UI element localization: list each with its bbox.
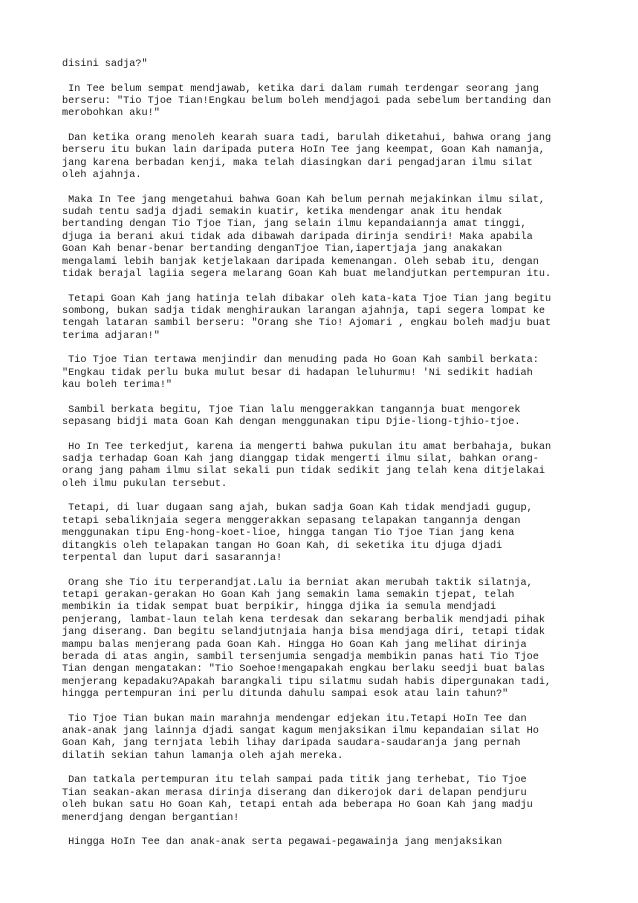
- paragraph: [62, 294, 592, 344]
- paragraph: [62, 578, 592, 702]
- text-line: Tetapi Goan Kah jang hatinja telah dibakar oleh kata-kata Tjoe Tian jang begitu: [62, 293, 552, 305]
- text-line: dilatih sekian tahun lamanja oleh ajah mereka.: [62, 750, 344, 762]
- paragraph: [62, 837, 592, 849]
- text-line: menggunakan tipu Eng-hong-koet-lioe, hingga tangan Tio Tjoe Tian jang kena: [62, 528, 515, 540]
- text-line: Dan ketika orang menoleh kearah suara tadi, barulah diketahui, bahwa orang jang: [62, 132, 552, 144]
- text-line: djuga ia berani akui tidak ada dibawah daripada dirinja sendiri! Maka apabila: [62, 231, 533, 243]
- paragraph: [62, 714, 592, 764]
- text-line: Hingga HoIn Tee dan anak-anak serta pegawai-pegawainja jang menjaksikan: [62, 837, 503, 849]
- text-line: membikin ia tidak sempat buat berpikir, hingga djika ia semula mendjadi: [62, 602, 497, 614]
- text-line: mengalami lebih banjak ketjelakaan daripada kemenangan. Oleh sebab itu, dengan: [62, 256, 539, 268]
- text-line: tetapi sebaliknjaia segera menggerakkan sepasang telapakan tangannja dengan: [62, 515, 521, 527]
- text-line: Tio Tjoe Tian bukan main marahnja mendengar edjekan itu.Tetapi HoIn Tee dan: [62, 713, 527, 725]
- text-line: jang karena berbadan kenji, maka telah diasingkan dari pengadjaran ilmu silat: [62, 157, 533, 169]
- text-line: tetapi gerakan-gerakan Ho Goan Kah jang semakin lama semakin tjepat, telah: [62, 589, 515, 601]
- text-line: tengah lataran sambil berseru: "Orang she Tio! Ajomari , engkau boleh madju buat: [62, 318, 552, 330]
- text-line: berada di atas angin, sambil tersenjumia sengadja membikin panas hati Tio Tjoe: [62, 651, 539, 663]
- text-line: merobohkan aku!": [62, 108, 160, 120]
- text-line: Orang she Tio itu terperandjat.Lalu ia berniat akan merubah taktik silatnja,: [62, 577, 533, 589]
- text-line: oleh bukan satu Ho Goan Kah, tetapi entah ada beberapa Ho Goan Kah jang madju: [62, 800, 533, 812]
- text-line: bertanding dengan Tio Tjoe Tian, jang selain ilmu kepandaiannja amat tinggi,: [62, 219, 527, 231]
- text-line: hingga pertempuran ini perlu ditunda dahulu sampai esok atau lain tahun?": [62, 689, 509, 701]
- text-line: penjerang, lambat-laun telah kena terdesak dan sekarang berbalik mendjadi pihak: [62, 614, 545, 626]
- paragraph: [62, 405, 592, 430]
- text-line: Tian seakan-akan merasa dirinja diserang dan dikerojok dari delapan pendjuru: [62, 787, 527, 799]
- text-line: "Engkau tidak perlu buka mulut besar di hadapan leluhurmu! 'Ni sedikit hadiah: [62, 367, 533, 379]
- text-line: anak-anak jang lainnja djadi sangat kagum menjaksikan ilmu kepandaian silat Ho: [62, 726, 539, 738]
- text-line: menjerang kepadaku?Apakah barangkali tipu silatmu sudah habis dipergunakan tadi,: [62, 676, 552, 688]
- text-line: terima adjaran!": [62, 330, 160, 342]
- text-line: disini sadja?": [62, 59, 148, 70]
- text-line: berseru: "Tio Tjoe Tian!Engkau belum boleh mendjagoi pada sebelum bertanding dan: [62, 95, 552, 107]
- text-line: Goan Kah, jang ternjata lebih lihay daripada saudara-saudaranja jang pernah: [62, 738, 521, 750]
- text-line: menerdjang dengan bergantian!: [62, 812, 240, 824]
- paragraph: [62, 503, 592, 565]
- text-line: sepasang bidji mata Goan Kah dengan menggunakan tipu Djie-liong-tjhio-tjoe.: [62, 417, 521, 429]
- paragraph: [62, 59, 592, 71]
- text-line: berseru itu bukan lain daripada putera HoIn Tee jang keempat, Goan Kah namanja,: [62, 145, 545, 157]
- paragraph: [62, 195, 592, 282]
- text-line: oleh ilmu pukulan tersebut.: [62, 478, 228, 490]
- text-line: Ho In Tee terkedjut, karena ia mengerti bahwa pukulan itu amat berbahaja, bukan: [62, 441, 552, 453]
- text-line: jang diserang. Dan begitu selandjutnjaia hanja bisa mendjaga diri, tetapi tidak: [62, 627, 545, 639]
- paragraph: [62, 442, 592, 492]
- paragraph: [62, 84, 592, 121]
- paragraph: [62, 133, 592, 183]
- document-text-body: [62, 59, 592, 862]
- text-line: Tian dengan mengatakan: "Tio Soehoe!mengapakah engkau berlaku seedji buat balas: [62, 664, 545, 676]
- text-line: terpental dan luput dari sasarannja!: [62, 553, 283, 564]
- text-line: mampu balas menjerang pada Goan Kah. Hingga Ho Goan Kah jang melihat dirinja: [62, 639, 527, 651]
- text-line: Dan tatkala pertempuran itu telah sampai pada titik jang terhebat, Tio Tjoe: [62, 775, 527, 787]
- text-line: sombong, bukan sadja tidak menghiraukan larangan ajahnja, tapi segera lompat ke: [62, 306, 545, 317]
- text-line: Tetapi, di luar dugaan sang ajah, bukan sadja Goan Kah tidak mendjadi gugup,: [62, 503, 533, 515]
- paragraph: [62, 775, 592, 825]
- text-line: Maka In Tee jang mengetahui bahwa Goan Kah belum pernah mejakinkan ilmu silat,: [62, 194, 545, 206]
- text-line: tidak berajal lagiia segera melarang Goan Kah buat melandjutkan pertempuran itu.: [62, 269, 552, 281]
- text-line: orang jang paham ilmu silat sekali pun tidak sedikit jang telah kena ditjelakai: [62, 466, 545, 478]
- text-line: ditangkis oleh telapakan tangan Ho Goan Kah, di seketika itu djuga djadi: [62, 540, 503, 552]
- text-line: Goan Kah benar-benar bertanding denganTjoe Tian,iapertjaja jang anakakan: [62, 244, 503, 256]
- text-line: sudah tentu sadja djadi semakin kuatir, ketika mendengar anak itu hendak: [62, 207, 503, 219]
- paragraph: [62, 355, 592, 392]
- text-line: Tio Tjoe Tian tertawa menjindir dan menuding pada Ho Goan Kah sambil berkata:: [62, 355, 539, 367]
- text-line: Sambil berkata begitu, Tjoe Tian lalu menggerakkan tangannja buat mengorek: [62, 404, 521, 416]
- text-line: kau boleh terima!": [62, 380, 173, 392]
- text-line: oleh ajahnja.: [62, 170, 142, 182]
- text-line: In Tee belum sempat mendjawab, ketika dari dalam rumah terdengar seorang jang: [62, 83, 539, 95]
- text-line: sadja terhadap Goan Kah jang dianggap tidak mengerti ilmu silat, bahkan orang-: [62, 454, 539, 466]
